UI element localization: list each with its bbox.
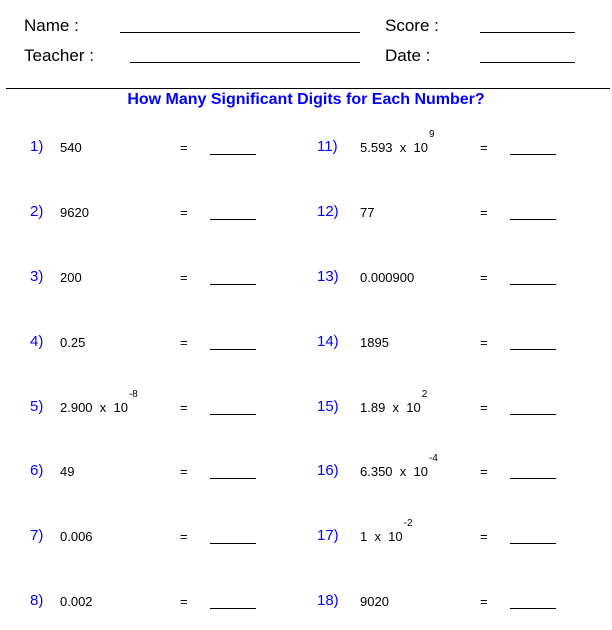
problem-number: 16) (317, 462, 339, 479)
problem-value: 9020 (360, 594, 389, 609)
problem-value: 0.000900 (360, 270, 415, 285)
equals-sign: = (180, 335, 188, 350)
answer-blank[interactable] (510, 349, 556, 350)
date-field[interactable] (480, 62, 575, 63)
problem-number: 14) (317, 333, 339, 350)
problem-value: 49 (60, 464, 75, 479)
problem-value: 1.89 x 10 (360, 400, 421, 415)
answer-blank[interactable] (510, 414, 556, 415)
equals-sign: = (180, 270, 188, 285)
answer-blank[interactable] (510, 608, 556, 609)
problem-value: 200 (60, 270, 82, 285)
problem-number: 11) (317, 138, 338, 155)
problem-value: 0.002 (60, 594, 93, 609)
problem-number: 13) (317, 268, 339, 285)
problem-value: 0.006 (60, 529, 93, 544)
problem-number: 8) (30, 592, 44, 609)
equals-sign: = (480, 205, 488, 220)
equals-sign: = (480, 270, 488, 285)
problem-number: 4) (30, 333, 44, 350)
date-label: Date : (385, 46, 431, 65)
equals-sign: = (180, 529, 188, 544)
equals-sign: = (480, 140, 488, 155)
name-field[interactable] (120, 32, 360, 33)
header-divider (6, 88, 610, 89)
answer-blank[interactable] (210, 414, 256, 415)
equals-sign: = (180, 400, 188, 415)
problem-number: 17) (317, 527, 339, 544)
problem-exponent: -2 (403, 518, 413, 529)
equals-sign: = (480, 464, 488, 479)
problem-number: 6) (30, 462, 44, 479)
answer-blank[interactable] (210, 478, 256, 479)
problem-value: 77 (360, 205, 375, 220)
answer-blank[interactable] (210, 284, 256, 285)
problem-number: 3) (30, 268, 44, 285)
problem-number: 1) (30, 138, 44, 155)
answer-blank[interactable] (510, 478, 556, 479)
answer-blank[interactable] (210, 154, 256, 155)
problem-number: 18) (317, 592, 339, 609)
problem-value: 5.593 x 10 (360, 140, 428, 155)
equals-sign: = (480, 529, 488, 544)
equals-sign: = (480, 594, 488, 609)
teacher-label: Teacher : (24, 46, 94, 65)
problem-number: 15) (317, 398, 339, 415)
problem-number: 5) (30, 398, 44, 415)
problem-exponent: 9 (428, 129, 435, 140)
score-label: Score : (385, 16, 439, 35)
answer-blank[interactable] (510, 154, 556, 155)
score-field[interactable] (480, 32, 575, 33)
problem-value: 9620 (60, 205, 89, 220)
equals-sign: = (180, 464, 188, 479)
problem-exponent: -8 (128, 389, 138, 400)
problem-exponent: 2 (421, 389, 428, 400)
problem-value: 0.25 (60, 335, 86, 350)
equals-sign: = (180, 594, 188, 609)
equals-sign: = (480, 400, 488, 415)
teacher-field[interactable] (130, 62, 360, 63)
answer-blank[interactable] (510, 219, 556, 220)
answer-blank[interactable] (510, 543, 556, 544)
worksheet-title: How Many Significant Digits for Each Number? (127, 91, 485, 108)
problem-value: 2.900 x 10 (60, 400, 128, 415)
answer-blank[interactable] (210, 543, 256, 544)
problem-number: 12) (317, 203, 339, 220)
problem-value: 540 (60, 140, 82, 155)
problem-value: 6.350 x 10 (360, 464, 428, 479)
answer-blank[interactable] (210, 349, 256, 350)
equals-sign: = (180, 205, 188, 220)
problem-number: 2) (30, 203, 44, 220)
problem-exponent: -4 (428, 453, 438, 464)
answer-blank[interactable] (210, 608, 256, 609)
problem-value: 1895 (360, 335, 389, 350)
equals-sign: = (180, 140, 188, 155)
answer-blank[interactable] (510, 284, 556, 285)
answer-blank[interactable] (210, 219, 256, 220)
problem-value: 1 x 10 (360, 529, 403, 544)
name-label: Name : (24, 16, 79, 35)
equals-sign: = (480, 335, 488, 350)
problem-number: 7) (30, 527, 44, 544)
